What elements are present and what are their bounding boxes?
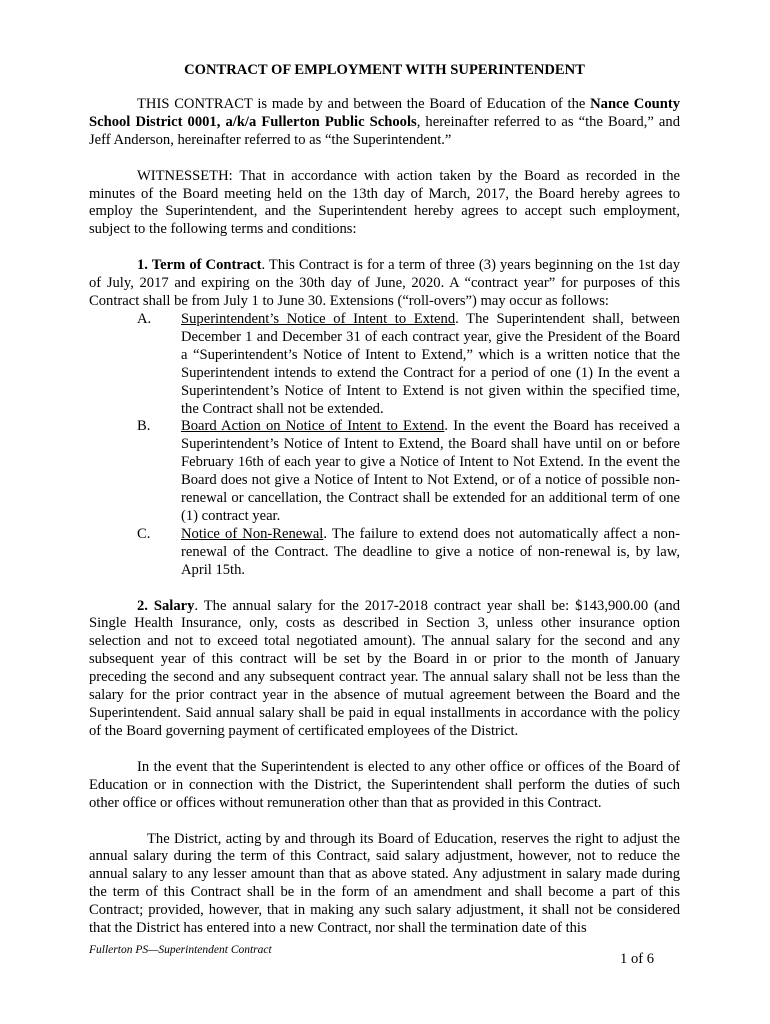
list-item-text bbox=[181, 311, 680, 418]
section-salary bbox=[89, 598, 680, 741]
list-item-body: . The Superintendent shall, between December 1 and December 31 of each contract year, give the President of the Board a “Superintendent’s Notice of Intent to Extend,” which is a written notice that the Superintendent intends to extend the Contract for a period of one (1) In the event a Superintendent’s Notice of Intent to Extend is not given within the specified time, the Contract shall not be extended. bbox=[181, 310, 680, 417]
intro-text-start: THIS CONTRACT is made by and between the Board of Education of the bbox=[137, 95, 591, 112]
witnesseth-paragraph: WITNESSETH: That in accordance with action taken by the Board as recorded in the minutes of the Board meeting held on the 13th day of March, 2017, the Board hereby agrees to employ the Superintendent, and the Superintendent hereby agrees to accept such employment, subject to the following terms and conditions: bbox=[89, 167, 680, 238]
district-name: Nance County School District 0001, a/k/a Fullerton Public Schools bbox=[89, 95, 681, 130]
section-term-of-contract bbox=[89, 257, 680, 311]
section-2-heading: 2. Salary bbox=[137, 597, 195, 614]
section-2-text: . The annual salary for the 2017-2018 contract year shall be: $143,900.00 (and Single Health Insurance, only, costs as described in Section 3, unless other insurance option selection and not to exceed total negotiated amount). The annual salary for the second and any subsequent year of this contract will be set by the Board in or prior to the month of January preceding the second and any subsequent contract year. The annual salary shall not be less than the salary for the prior contract year in the absence of mutual agreement between the Board and the Superintendent. Said annual salary shall be paid in equal installments in accordance with the policy of the Board governing payment of certificated employees of the District. bbox=[89, 597, 680, 739]
section-1-heading: 1. Term of Contract bbox=[137, 257, 262, 274]
list-item-title: Notice of Non-Renewal bbox=[181, 525, 324, 542]
list-item-text bbox=[181, 526, 680, 580]
salary-adjustment-paragraph: The District, acting by and through its Board of Education, reserves the right to adjust the annual salary during the term of this Contract, said salary adjustment, however, not to reduce the annual salary to any lesser amount than that as above stated. Any adjustment in salary made during the term of this Contract shall be in the form of an amendment and shall become a part of this Contract; provided, however, that in making any such salary adjustment, it shall not be considered that the District has entered into a new Contract, nor shall the termination date of this bbox=[89, 830, 680, 937]
page-number: 1 of 6 bbox=[620, 951, 655, 967]
list-item-text bbox=[181, 418, 680, 525]
list-item-body: . The failure to extend does not automatically affect a non-renewal of the Contract. The deadline to give a notice of non-renewal is, by law, April 15th. bbox=[181, 525, 680, 578]
list-item bbox=[89, 311, 680, 418]
list-item-title: Superintendent’s Notice of Intent to Extend bbox=[181, 310, 456, 327]
list-item-letter: A. bbox=[137, 310, 152, 327]
intro-text-end: , hereinafter referred to as “the Board,” and Jeff Anderson, hereinafter referred to as “the Superintendent.” bbox=[89, 113, 680, 148]
extension-list bbox=[89, 311, 680, 580]
document-title: CONTRACT OF EMPLOYMENT WITH SUPERINTENDENT bbox=[184, 62, 585, 78]
section-1-text: . This Contract is for a term of three (3) years beginning on the 1st day of July, 2017 and expiring on the 30th day of June, 2020. A “contract year” for purposes of this Contract shall be from July 1 to June 30. Extensions (“roll-overs”) may occur as follows: bbox=[89, 257, 680, 310]
footer-document-name: Fullerton PS—Superintendent Contract bbox=[89, 944, 272, 956]
list-item-title: Board Action on Notice of Intent to Extend bbox=[181, 418, 445, 435]
document-page bbox=[89, 62, 680, 938]
list-item-letter: C. bbox=[137, 525, 151, 542]
elected-office-paragraph: In the event that the Superintendent is elected to any other office or offices of the Board of Education or in connection with the District, the Superintendent shall perform the duties of such other office or offices without remuneration other than that as provided in this Contract. bbox=[89, 758, 680, 811]
list-item bbox=[89, 418, 680, 525]
list-item bbox=[89, 526, 680, 580]
list-item-body: . In the event the Board has received a Superintendent’s Notice of Intent to Extend, the Board shall have until on or before February 16th of each year to give a Notice of Intent to Not Extend. In the event the Board does not give a Notice of Intent to Not Extend, or of a notice of possible non-renewal or cancellation, the Contract shall be extended for an additional term of one (1) contract year. bbox=[181, 418, 680, 524]
list-item-letter: B. bbox=[137, 418, 151, 435]
intro-paragraph bbox=[89, 96, 680, 150]
